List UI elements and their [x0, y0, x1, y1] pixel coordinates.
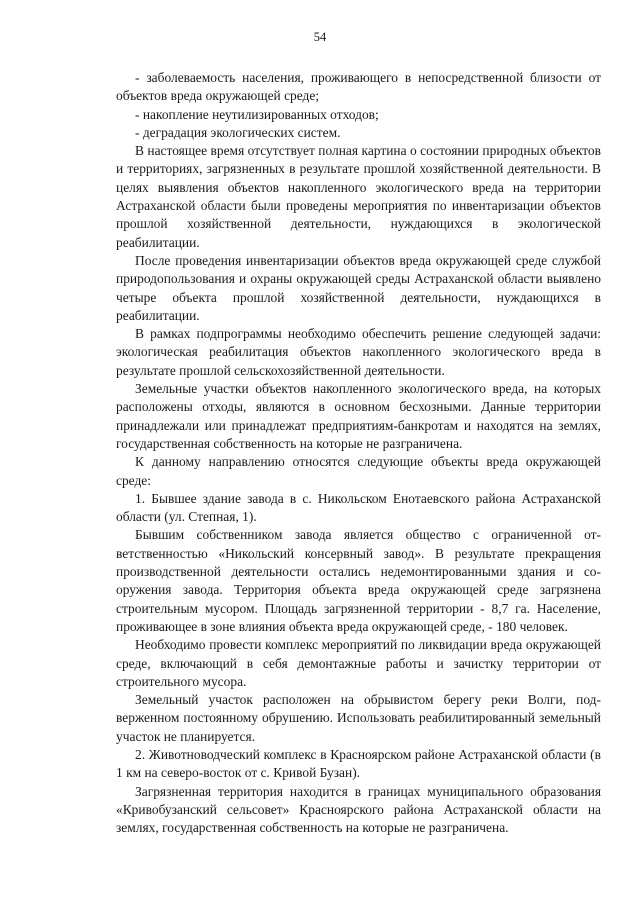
paragraph: В настоящее время отсутствует полная картина о состоянии природных объектов и территориях, загрязненных в результате прошлой хозяйственной деятельности. В целях выявления объектов накопленного экологического вреда на территории Астраханской области были проведены мероприятия по инвентаризации объектов прошлой хозяйственной деятельности, нуждающихся в экологической реабилитации.	[116, 143, 601, 250]
body-text	[116, 69, 601, 837]
page-number: 54	[313, 30, 327, 44]
paragraph: Земельные участки объектов накопленного экологического вреда, на которых расположены отходы, являются в основном бесхозными. Данные территории принадлежали или принадлежат предприятиям-банкротам и находятся на землях, государственная собственность на которые не разграничена.	[116, 381, 601, 451]
paragraph: 2. Животноводческий комплекс в Красноярском районе Астраханской области (в 1 км на северо-восток от с. Кривой Бузан).	[116, 746, 601, 781]
paragraph: - заболеваемость населения, проживающего в непосредственной близости от объектов вреда окружающей среде;	[116, 70, 601, 104]
paragraph: После проведения инвентаризации объектов вреда окружающей среде службой природопользования и охраны окружающей среды Астраханской области выявлено четыре объекта прошлой хозяйственной деятельности, нуждающихся в реабилитации.	[116, 252, 601, 323]
paragraph: Земельный участок расположен на обрывистом берегу реки Волги, подверженном постоянному обрушению. Использовать реабилитированный земельный участок не планируется.	[116, 692, 601, 744]
paragraph: - накопление неутилизированных отходов;	[135, 106, 379, 122]
paragraph: 1. Бывшее здание завода в с. Никольском Енотаевского района Астраханской области (ул. Степная, 1).	[116, 490, 601, 525]
paragraph: Бывшим собственником завода является общество с ограниченной ответственностью «Никольский консервный завод». В результате прекращения производственной деятельности остались недемонтированными здания и сооружения завода. Территория объекта вреда окружающей среде загрязнена строительным мусором. Площадь загрязненной территории - 8,7 га. Население, проживающее в зоне влияния объекта вреда окружающей среде, - 180 человек.	[116, 527, 601, 634]
paragraph: - деградация экологических систем.	[135, 124, 341, 140]
paragraph: Необходимо провести комплекс мероприятий по ликвидации вреда окружающей среде, включающий в себя демонтажные работы и зачистку территории от строительного мусора.	[116, 637, 601, 689]
paragraph: В рамках подпрограммы необходимо обеспечить решение следующей задачи: экологическая реабилитация объектов накопленного экологического вреда в результате прошлой сельскохозяйственной деятельности.	[116, 326, 601, 378]
paragraph: К данному направлению относятся следующие объекты вреда окружающей среде:	[116, 454, 601, 488]
paragraph: Загрязненная территория находится в границах муниципального образования «Кривобузанский сельсовет» Красноярского района Астраханской области на землях, государственная собственность на которые не разграничена.	[116, 783, 601, 836]
